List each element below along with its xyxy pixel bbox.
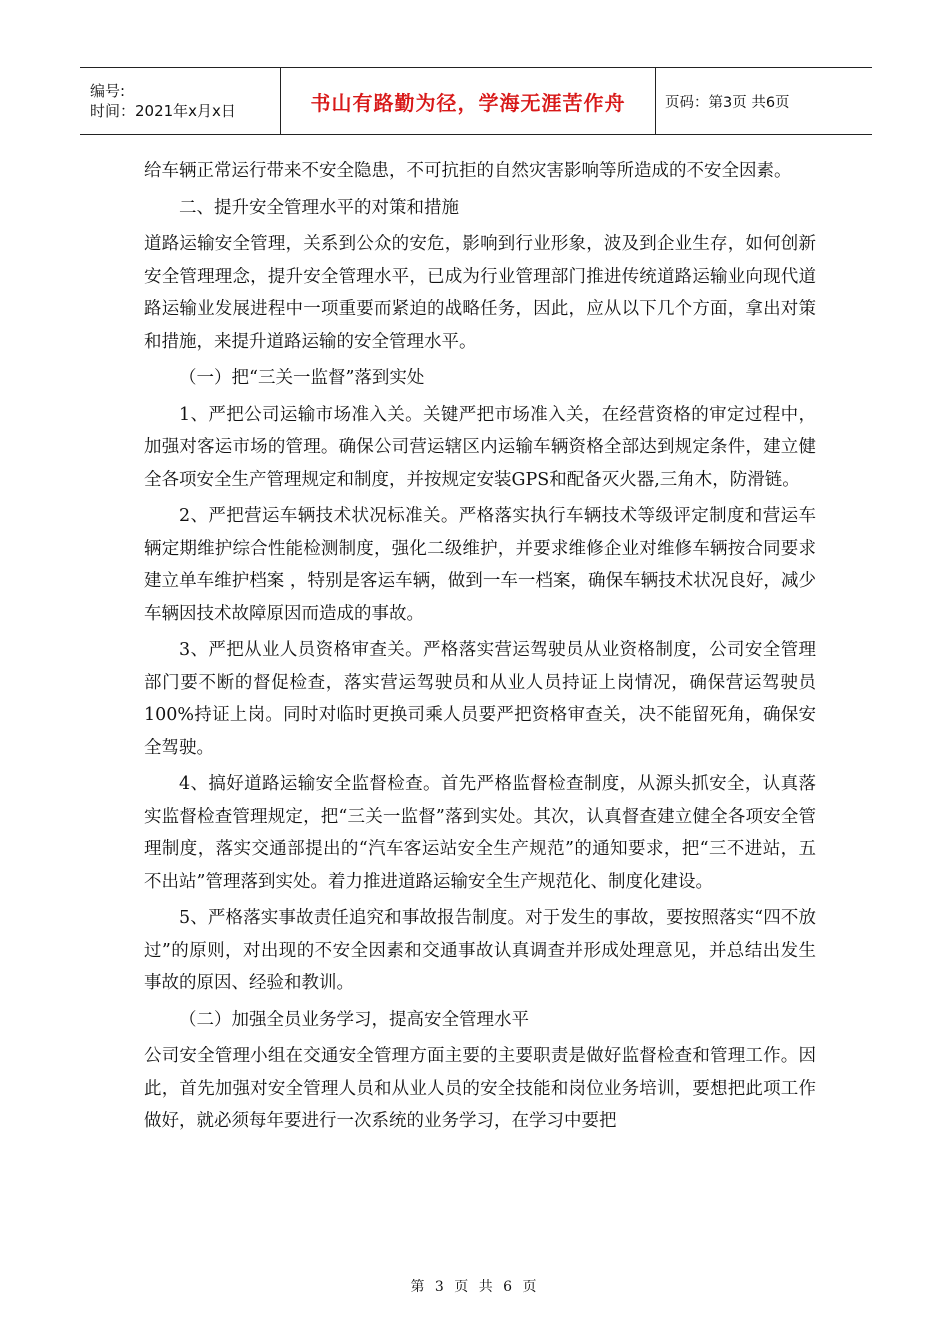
section-heading: 二、提升安全管理水平的对策和措施 [179, 197, 459, 218]
body-paragraph: 5、严格落实事故责任追究和事故报告制度。对于发生的事故，要按照落实“四不放过”的原则，对出现的不安全因素和交通事故认真调查并形成处理意见，并总结出发生事故的原因、经验和教训。 [144, 908, 816, 993]
subsection-heading: （一）把“三关一监督”落到实处 [179, 368, 425, 388]
document-number-label: 编号: [90, 82, 126, 100]
header-meta [80, 68, 281, 134]
header-page-info: 页码：第3页 共6页 [665, 94, 790, 111]
page-footer: 第 3 页 共 6 页 [410, 1279, 540, 1295]
page-header [80, 67, 872, 135]
document-date: 时间：2021年x月x日 [90, 102, 236, 120]
body-paragraph: 3、严把从业人员资格审查关。严格落实营运驾驶员从业资格制度，公司安全管理部门要不断的督促检查，落实营运驾驶员和从业人员持证上岗情况，确保营运驾驶员100%持证上岗。同时对临时更换司乘人员要严把资格审查关，决不能留死角，确保安全驾驶。 [144, 640, 816, 758]
document-body [144, 155, 816, 1138]
body-paragraph: 公司安全管理小组在交通安全管理方面主要的主要职责是做好监督检查和管理工作。因此，首先加强对安全管理人员和从业人员的安全技能和岗位业务培训，要想把此项工作做好，就必须每年要进行一次系统的业务学习，在学习中要把 [144, 1046, 816, 1131]
subsection-heading: （二）加强全员业务学习，提高安全管理水平 [179, 1009, 529, 1030]
header-motto: 书山有路勤为径，学海无涯苦作舟 [310, 90, 626, 115]
body-paragraph: 道路运输安全管理，关系到公众的安危，影响到行业形象，波及到企业生存，如何创新安全管理理念，提升安全管理水平，已成为行业管理部门推进传统道路运输业向现代道路运输业发展进程中一项重要而紧迫的战略任务，因此，应从以下几个方面，拿出对策和措施，来提升道路运输的安全管理水平。 [144, 234, 816, 352]
body-paragraph: 给车辆正常运行带来不安全隐患，不可抗拒的自然灾害影响等所造成的不安全因素。 [144, 161, 792, 181]
header-motto-cell [281, 68, 656, 134]
body-paragraph: 4、搞好道路运输安全监督检查。首先严格监督检查制度，从源头抓安全，认真落实监督检查管理规定，把“三关一监督”落到实处。其次，认真督查建立健全各项安全管理制度，落实交通部提出的“汽车客运站安全生产规范”的通知要求，把“三不进站，五不出站”管理落到实处。着力推进道路运输安全生产规范化、制度化建设。 [144, 774, 816, 892]
header-page-info-cell [656, 68, 872, 134]
body-paragraph: 1、严把公司运输市场准入关。关键严把市场准入关，在经营资格的审定过程中，加强对客运市场的管理。确保公司营运辖区内运输车辆资格全部达到规定条件，建立健全各项安全生产管理规定和制度，并按规定安装GPS和配备灭火器,三角木，防滑链。 [144, 404, 816, 490]
body-paragraph: 2、严把营运车辆技术状况标准关。严格落实执行车辆技术等级评定制度和营运车辆定期维护综合性能检测制度，强化二级维护，并要求维修企业对维修车辆按合同要求建立单车维护档案 ，特别是客运车辆，做到一车一档案，确保车辆技术状况良好，减少车辆因技术故障原因而造成的事故。 [144, 506, 816, 624]
